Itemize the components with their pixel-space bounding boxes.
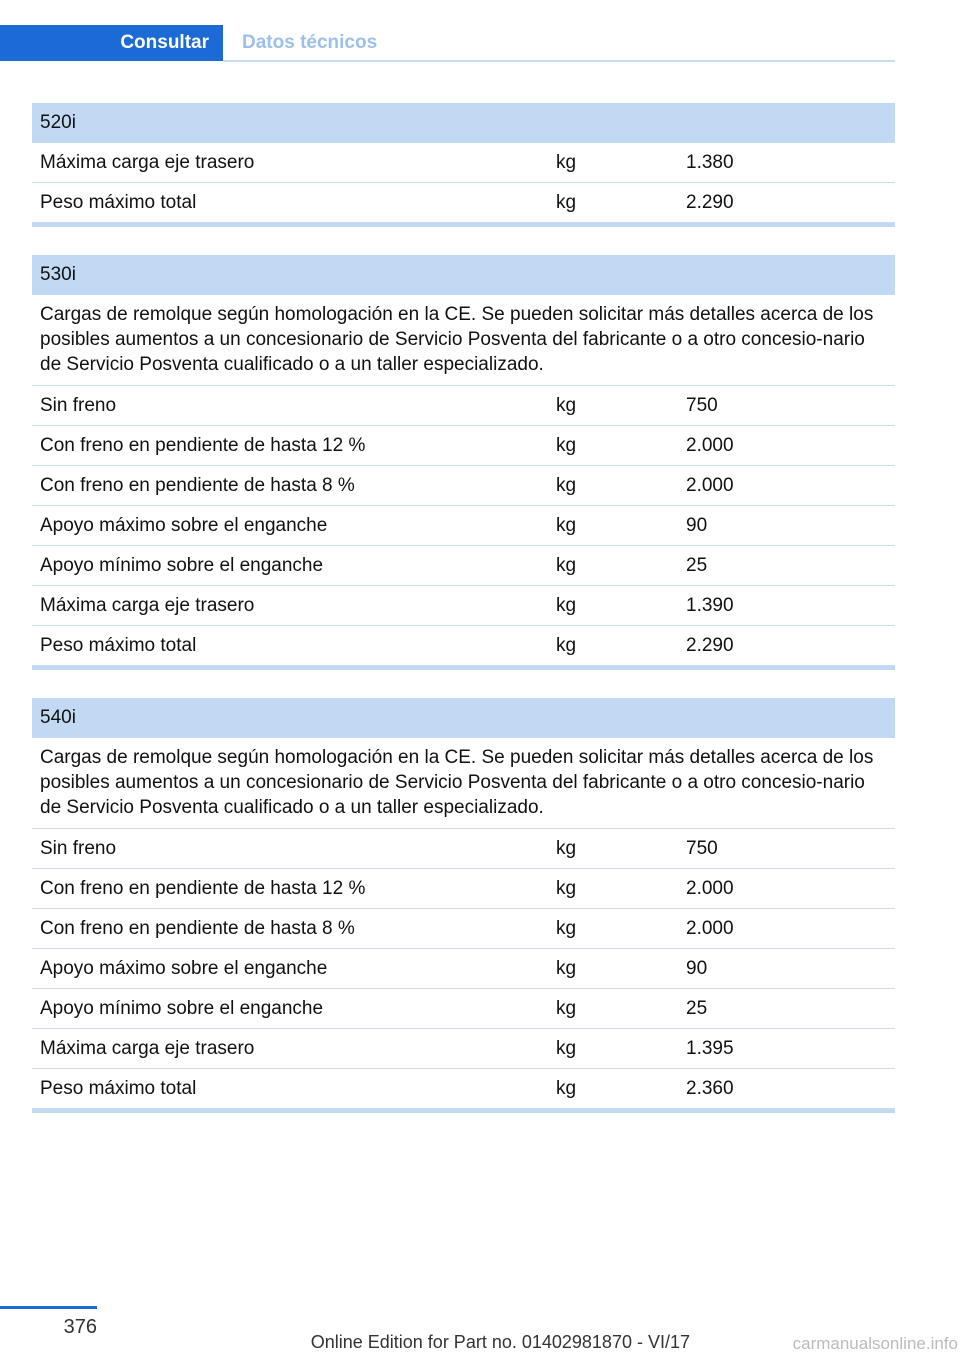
- row-label: Peso máximo total: [40, 634, 197, 656]
- table-row: [32, 1029, 895, 1069]
- table-row: [32, 626, 895, 666]
- row-label: Apoyo máximo sobre el enganche: [40, 514, 328, 536]
- row-unit: kg: [556, 434, 577, 456]
- row-unit: kg: [556, 394, 577, 416]
- watermark: carmanualsonline.info: [792, 1334, 958, 1353]
- row-unit: kg: [556, 474, 577, 496]
- row-unit: kg: [556, 997, 577, 1019]
- row-label: Apoyo mínimo sobre el enganche: [40, 554, 324, 576]
- table-row: [32, 386, 895, 426]
- tab-consultar[interactable]: Consultar: [0, 25, 223, 61]
- table-heading: 530i: [32, 255, 895, 295]
- table-row: [32, 183, 895, 223]
- row-value: 750: [686, 394, 718, 416]
- row-unit: kg: [556, 917, 577, 939]
- row-value: 2.000: [686, 917, 734, 939]
- row-label: Sin freno: [40, 837, 117, 859]
- row-unit: kg: [556, 191, 577, 213]
- row-value: 2.290: [686, 634, 734, 656]
- row-unit: kg: [556, 151, 577, 173]
- table-row: [32, 546, 895, 586]
- table-row: [32, 869, 895, 909]
- row-unit: kg: [556, 877, 577, 899]
- row-unit: kg: [556, 957, 577, 979]
- table-row: [32, 466, 895, 506]
- row-label: Peso máximo total: [40, 191, 197, 213]
- spec-table-520i: [32, 103, 895, 227]
- row-unit: kg: [556, 1037, 577, 1059]
- table-heading: 540i: [32, 698, 895, 738]
- row-label: Sin freno: [40, 394, 117, 416]
- row-value: 2.000: [686, 877, 734, 899]
- footer-accent-rule: [0, 1306, 97, 1309]
- row-label: Con freno en pendiente de hasta 8 %: [40, 474, 355, 496]
- row-value: 2.000: [686, 434, 734, 456]
- row-value: 90: [686, 957, 708, 979]
- table-row: [32, 1069, 895, 1109]
- table-heading: 520i: [32, 103, 895, 143]
- spec-table-540i: [32, 698, 895, 1113]
- table-row: [32, 143, 895, 183]
- row-value: 1.390: [686, 594, 734, 616]
- row-value: 90: [686, 514, 708, 536]
- header-divider: [223, 60, 895, 62]
- table-row: [32, 586, 895, 626]
- row-value: 2.360: [686, 1077, 734, 1099]
- table-end-rule: [32, 666, 895, 670]
- row-label: Apoyo mínimo sobre el enganche: [40, 997, 324, 1019]
- row-label: Con freno en pendiente de hasta 8 %: [40, 917, 355, 939]
- row-label: Máxima carga eje trasero: [40, 594, 255, 616]
- row-unit: kg: [556, 594, 577, 616]
- table-note: Cargas de remolque según homologación en la CE. Se pueden solicitar más detalles acerca de los posibles aumentos a un concesionario de Servicio Posventa del fabricante o a otro concesio‐nario de Servicio Posventa cualificado o a un taller especializado.: [32, 295, 895, 386]
- row-unit: kg: [556, 1077, 577, 1099]
- row-label: Apoyo máximo sobre el enganche: [40, 957, 328, 979]
- row-label: Máxima carga eje trasero: [40, 1037, 255, 1059]
- row-value: 2.290: [686, 191, 734, 213]
- table-row: [32, 829, 895, 869]
- table-end-rule: [32, 223, 895, 227]
- table-row: [32, 909, 895, 949]
- table-row: [32, 506, 895, 546]
- row-unit: kg: [556, 554, 577, 576]
- row-value: 1.395: [686, 1037, 734, 1059]
- row-label: Con freno en pendiente de hasta 12 %: [40, 434, 366, 456]
- row-value: 25: [686, 554, 708, 576]
- row-label: Peso máximo total: [40, 1077, 197, 1099]
- row-value: 1.380: [686, 151, 734, 173]
- row-unit: kg: [556, 634, 577, 656]
- page-number: 376: [63, 1316, 97, 1338]
- row-value: 750: [686, 837, 718, 859]
- row-value: 25: [686, 997, 708, 1019]
- edition-note: Online Edition for Part no. 01402981870 - VI/17: [310, 1332, 690, 1352]
- spec-table-530i: [32, 255, 895, 670]
- row-label: Con freno en pendiente de hasta 12 %: [40, 877, 366, 899]
- table-row: [32, 989, 895, 1029]
- table-end-rule: [32, 1109, 895, 1113]
- row-value: 2.000: [686, 474, 734, 496]
- table-row: [32, 949, 895, 989]
- row-label: Máxima carga eje trasero: [40, 151, 255, 173]
- table-row: [32, 426, 895, 466]
- row-unit: kg: [556, 514, 577, 536]
- tab-datos-tecnicos[interactable]: Datos técnicos: [242, 32, 378, 53]
- table-note: Cargas de remolque según homologación en la CE. Se pueden solicitar más detalles acerca de los posibles aumentos a un concesionario de Servicio Posventa del fabricante o a otro concesio‐nario de Servicio Posventa cualificado o a un taller especializado.: [32, 738, 895, 829]
- row-unit: kg: [556, 837, 577, 859]
